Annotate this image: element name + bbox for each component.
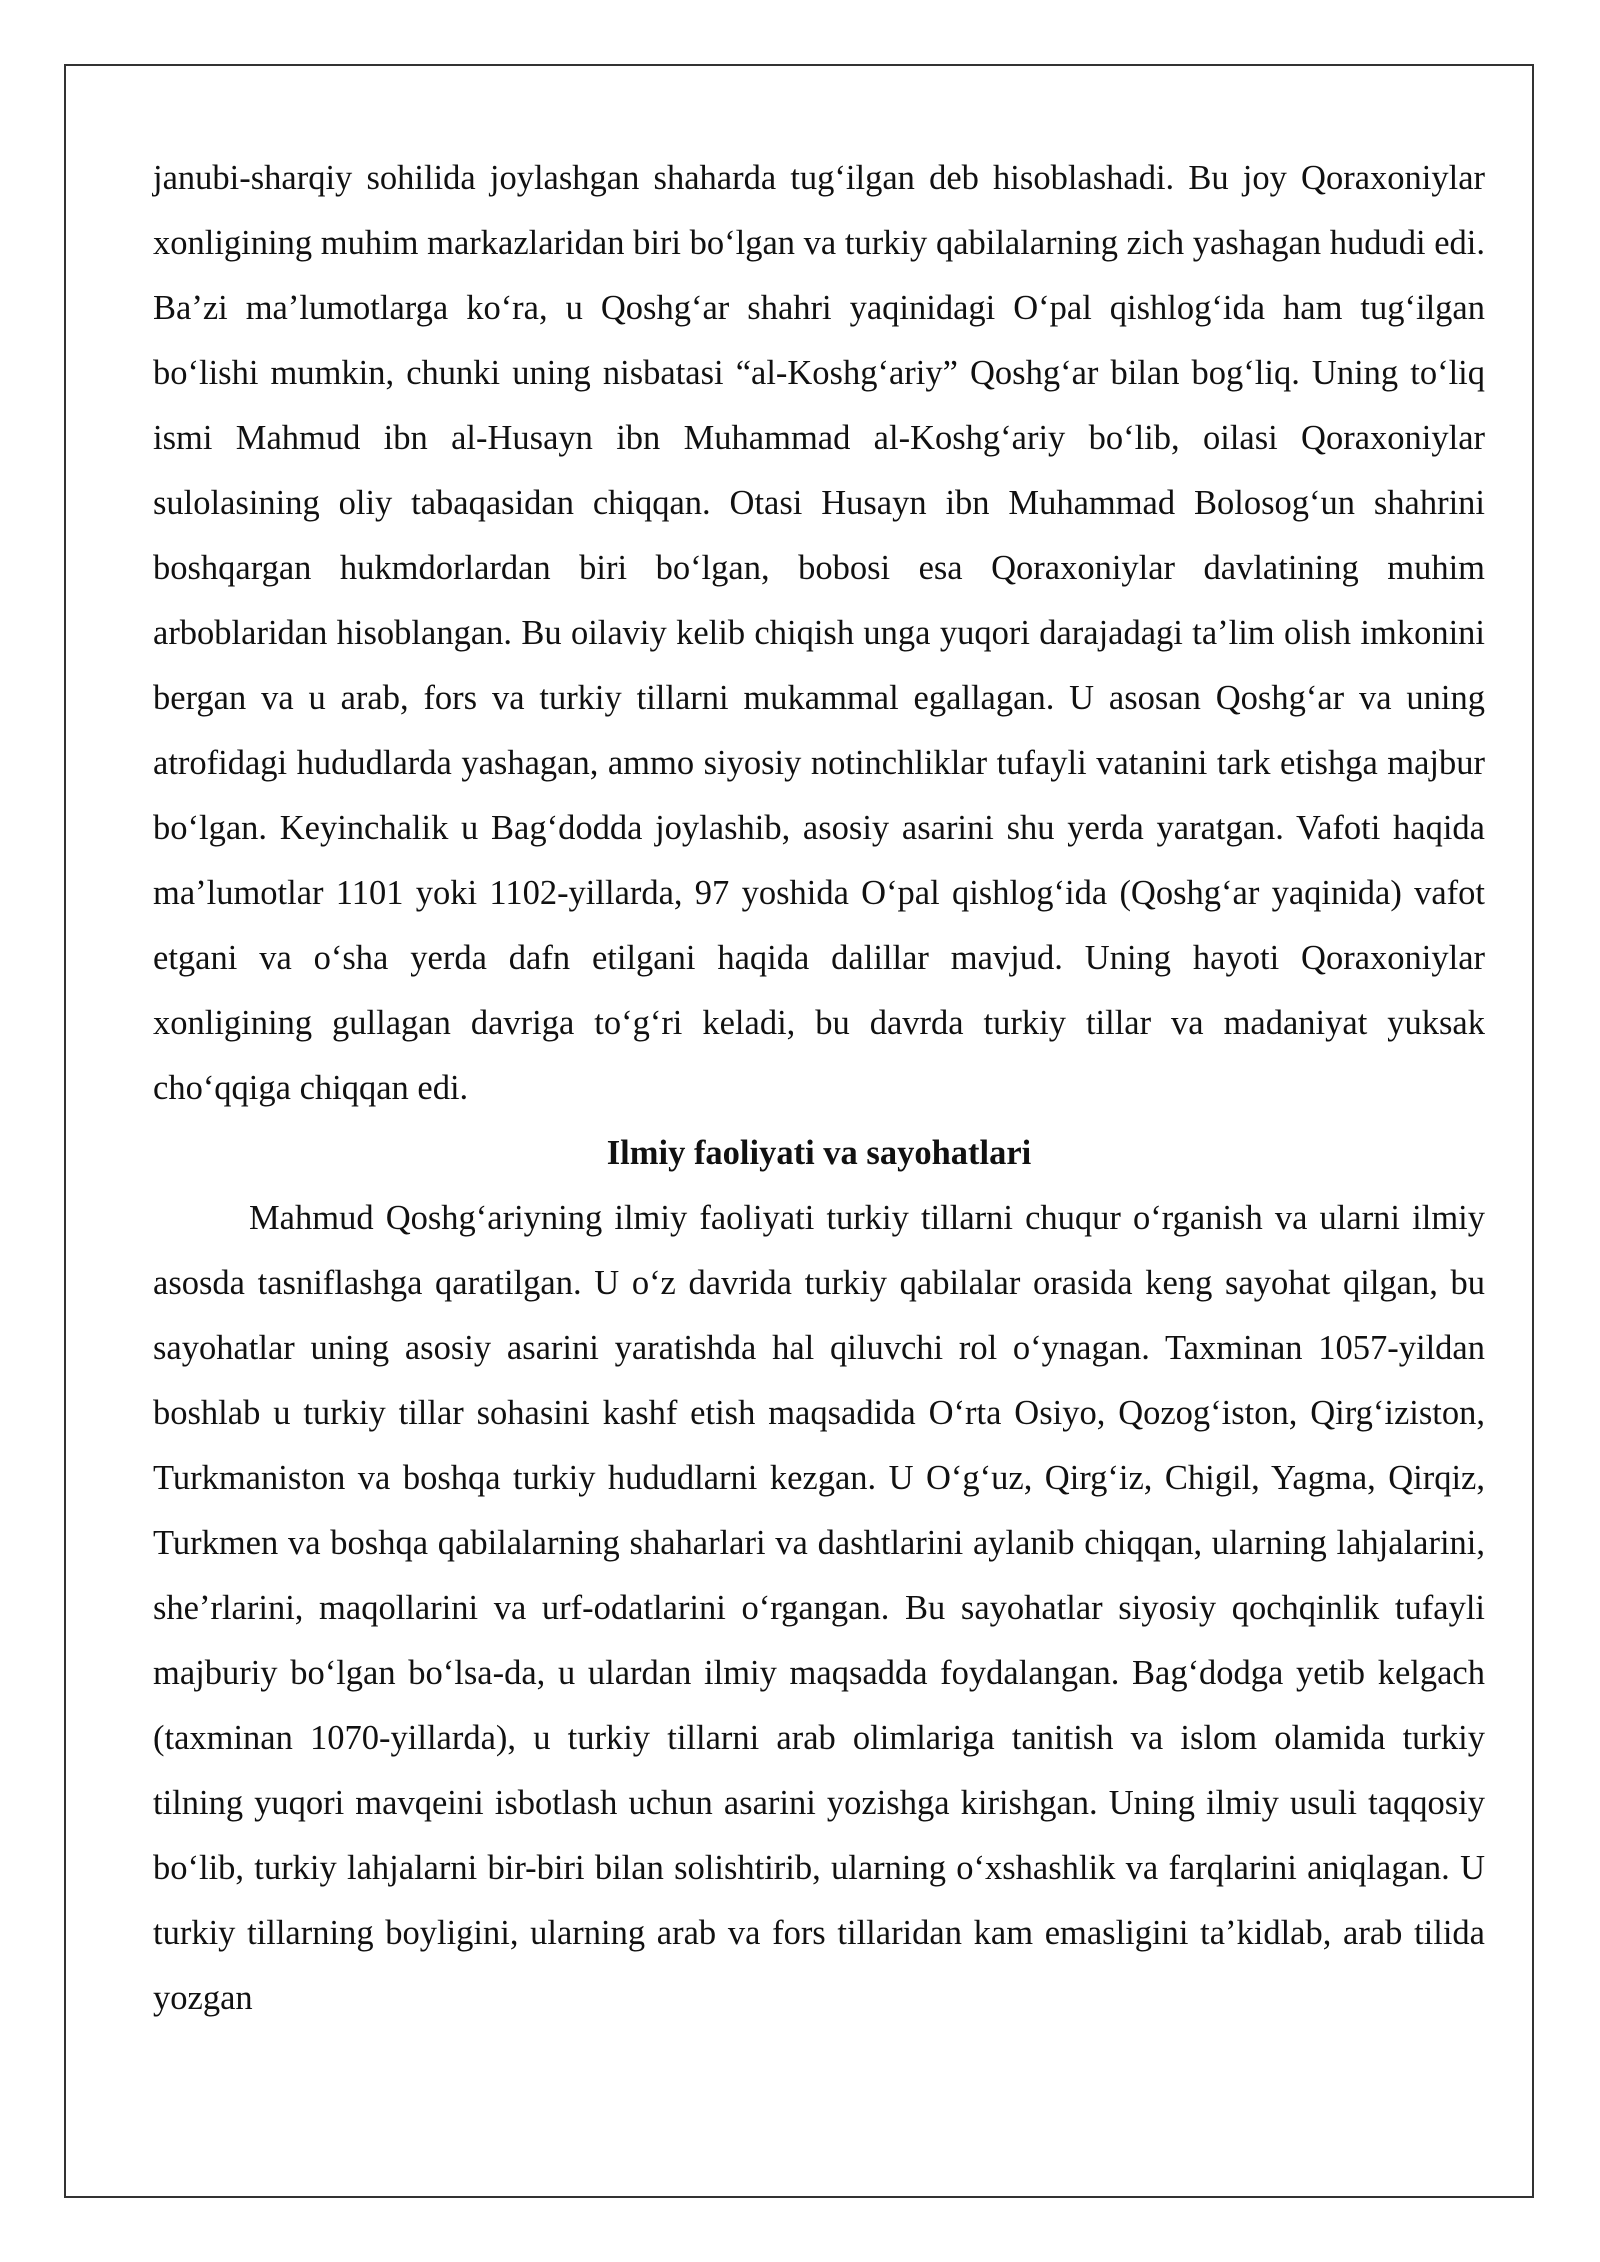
document-body: [153, 146, 1485, 2031]
paragraph-biography: janubi-sharqiy sohilida joylashgan shaharda tugʻilgan deb hisoblashadi. Bu joy Qoraxoniylar xonligining muhim markazlaridan biri boʻlgan va turkiy qabilalarning zich yashagan hududi edi. Baʼzi maʼlumotlarga koʻra, u Qoshgʻar shahri yaqinidagi Oʻpal qishlogʻida ham tugʻilgan boʻlishi mumkin, chunki uning nisbatasi “al-Koshgʻariy” Qoshgʻar bilan bogʻliq. Uning toʻliq ismi Mahmud ibn al-Husayn ibn Muhammad al-Koshgʻariy boʻlib, oilasi Qoraxoniylar sulolasining oliy tabaqasidan chiqqan. Otasi Husayn ibn Muhammad Bolosogʻun shahrini boshqargan hukmdorlardan biri boʻlgan, bobosi esa Qoraxoniylar davlatining muhim arboblaridan hisoblangan. Bu oilaviy kelib chiqish unga yuqori darajadagi taʼlim olish imkonini bergan va u arab, fors va turkiy tillarni mukammal egallagan. U asosan Qoshgʻar va uning atrofidagi hududlarda yashagan, ammo siyosiy notinchliklar tufayli vatanini tark etishga majbur boʻlgan. Keyinchalik u Bagʻdodda joylashib, asosiy asarini shu yerda yaratgan. Vafoti haqida maʼlumotlar 1101 yoki 1102-yillarda, 97 yoshida Oʻpal qishlogʻida (Qoshgʻar yaqinida) vafot etgani va oʻsha yerda dafn etilgani haqida dalillar mavjud. Uning hayoti Qoraxoniylar xonligining gullagan davriga toʻgʻri keladi, bu davrda turkiy tillar va madaniyat yuksak choʻqqiga chiqqan edi.: [153, 159, 1485, 1107]
paragraph-scientific-activity: Mahmud Qoshgʻariyning ilmiy faoliyati turkiy tillarni chuqur oʻrganish va ularni ilmiy asosda tasniflashga qaratilgan. U oʻz davrida turkiy qabilalar orasida keng sayohat qilgan, bu sayohatlar uning asosiy asarini yaratishda hal qiluvchi rol oʻynagan. Taxminan 1057-yildan boshlab u turkiy tillar sohasini kashf etish maqsadida Oʻrta Osiyo, Qozogʻiston, Qirgʻiziston, Turkmaniston va boshqa turkiy hududlarni kezgan. U Oʻgʻuz, Qirgʻiz, Chigil, Yagma, Qirqiz, Turkmen va boshqa qabilalarning shaharlari va dashtlarini aylanib chiqqan, ularning lahjalarini, sheʼrlarini, maqollarini va urf-odatlarini oʻrgangan. Bu sayohatlar siyosiy qochqinlik tufayli majburiy boʻlgan boʻlsa-da, u ulardan ilmiy maqsadda foydalangan. Bagʻdodga yetib kelgach (taxminan 1070-yillarda), u turkiy tillarni arab olimlariga tanitish va islom olamida turkiy tilning yuqori mavqeini isbotlash uchun asarini yozishga kirishgan. Uning ilmiy usuli taqqosiy boʻlib, turkiy lahjalarni bir-biri bilan solishtirib, ularning oʻxshashlik va farqlarini aniqlagan. U turkiy tillarning boyligini, ularning arab va fors tillaridan kam emasligini taʼkidlab, arab tilida yozgan: [153, 1199, 1485, 2017]
section-heading: Ilmiy faoliyati va sayohatlari: [606, 1134, 1032, 1172]
